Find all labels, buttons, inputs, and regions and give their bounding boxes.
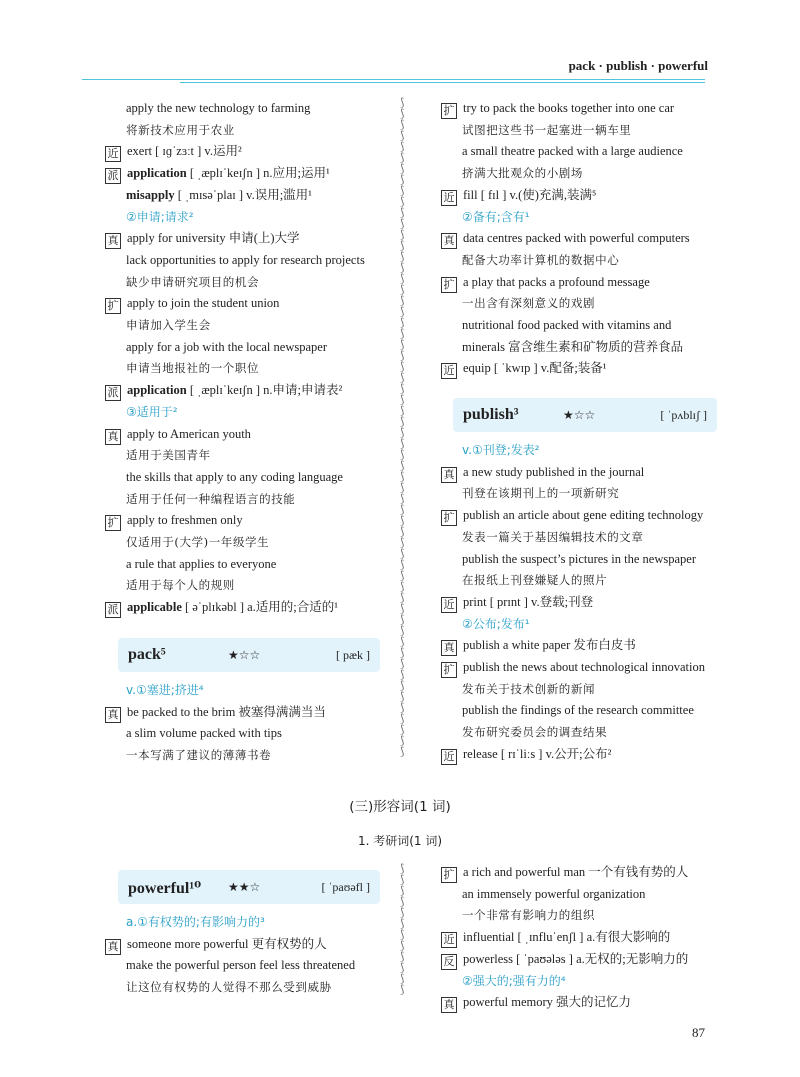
entry-line — [105, 704, 326, 723]
entry-line — [105, 209, 194, 225]
entry-tag: 近 — [441, 190, 457, 206]
entry-line — [105, 404, 178, 420]
entry-tag: 扩 — [441, 867, 457, 883]
entry-line — [441, 100, 674, 119]
entry-line — [105, 491, 295, 507]
entry-text: publish the news about technological innovation — [463, 660, 705, 674]
entry-line — [441, 507, 703, 526]
entry-word: publish³ — [463, 406, 519, 423]
entry-line — [441, 485, 619, 501]
entry-line — [441, 209, 530, 225]
entry-box-pack — [118, 638, 380, 672]
entry-text: apply for a job with the local newspaper — [126, 339, 327, 354]
column-divider: ⟆ ⟆ ⟆ ⟆ ⟆ ⟆ ⟆ ⟆ ⟆ ⟆ ⟆ ⟆ ⟆ ⟆ ⟆ ⟆ ⟆ ⟆ ⟆ ⟆ ⟆ ⟆ ⟆ ⟆ ⟆ ⟆ ⟆ ⟆ ⟆ ⟆ ⟆ ⟆ ⟆ ⟆ ⟆ ⟆ ⟆ ⟆ ⟆ ⟆ ⟆ ⟆ ⟆ ⟆ ⟆ ⟆ ⟆ ⟆ ⟆ ⟆ ⟆ ⟆ ⟆ ⟆ ⟆ ⟆ ⟆ ⟆ ⟆ ⟆ — [399, 97, 405, 758]
entry-line — [105, 914, 265, 930]
headword: application — [127, 383, 187, 398]
entry-text: the skills that apply to any coding language — [126, 469, 343, 484]
sense-label: v.①塞进;挤进⁴ — [126, 683, 204, 697]
entry-tag: 扩 — [441, 510, 457, 526]
entry-tag: 扩 — [105, 298, 121, 314]
entry-tag: 近 — [441, 749, 457, 765]
entry-tag: 反 — [441, 954, 457, 970]
entry-tag: 真 — [105, 707, 121, 723]
entry-line — [441, 572, 607, 588]
entry-tag: 扩 — [441, 277, 457, 293]
headword: application — [127, 166, 187, 181]
entry-tag: 近 — [441, 932, 457, 948]
chinese-gloss: 发布关于技术创新的新闻 — [462, 681, 596, 696]
chinese-gloss: 适用于美国青年 — [126, 448, 211, 463]
entry-text: influential [ ˌɪnfluˈenʃl ] a.有很大影响的 — [463, 930, 671, 945]
entry-line — [441, 951, 688, 970]
entry-text: be packed to the brim 被塞得满满当当 — [127, 704, 326, 719]
entry-line — [105, 317, 211, 333]
entry-line — [105, 295, 279, 314]
frequency-stars: ★☆☆ — [228, 648, 261, 662]
entry-line — [441, 122, 631, 138]
chinese-gloss: 让这位有权势的人觉得不那么受到威胁 — [126, 980, 332, 995]
entry-text: release [ rɪˈliːs ] v.公开;公布² — [463, 746, 612, 761]
chinese-gloss: 适用于每个人的规则 — [126, 578, 235, 593]
entry-text: [ ˌæplɪˈkeɪʃn ] n.申请;申请表² — [186, 383, 343, 398]
entry-line — [105, 534, 269, 550]
entry-line — [441, 274, 650, 293]
entry-text: someone more powerful 更有权势的人 — [127, 936, 327, 951]
chinese-gloss: 申请当地报社的一个职位 — [126, 361, 260, 376]
sense-label: ②备有;含有¹ — [462, 209, 530, 224]
header-title: pack · publish · powerful — [568, 58, 708, 73]
sense-label: v.①刊登;发表² — [462, 443, 540, 457]
sense-label: ②申请;请求² — [126, 209, 194, 224]
entry-line — [105, 187, 312, 203]
entry-tag: 真 — [105, 233, 121, 249]
entry-line — [441, 230, 690, 249]
entry-text: a small theatre packed with a large audience — [462, 144, 683, 159]
entry-line — [441, 973, 566, 989]
entry-line — [105, 100, 310, 116]
entry-tag: 近 — [441, 597, 457, 613]
entry-line — [105, 725, 282, 741]
entry-text: a new study published in the journal — [463, 464, 645, 479]
entry-text: a slim volume packed with tips — [126, 726, 282, 741]
entry-line — [441, 994, 631, 1013]
entry-line — [105, 252, 365, 268]
sense-label: a.①有权势的;有影响力的³ — [126, 915, 265, 929]
entry-line — [441, 529, 644, 545]
headword: misapply — [126, 187, 175, 202]
entry-tag: 派 — [105, 602, 121, 618]
sense-label: ②强大的;强有力的⁴ — [462, 973, 566, 988]
entry-text: apply for university 申请(上)大学 — [127, 231, 300, 246]
page-number: 87 — [692, 1025, 705, 1040]
entry-text: [ ˌmɪsəˈplaɪ ] v.误用;滥用¹ — [174, 187, 312, 202]
chinese-gloss: 适用于任何一种编程语言的技能 — [126, 491, 296, 506]
chinese-gloss: 仅适用于(大学)一年级学生 — [126, 535, 270, 549]
sense-label: ②公布;发布¹ — [462, 616, 530, 631]
chinese-gloss: 挤满大批观众的小剧场 — [462, 166, 583, 181]
entry-text: publish the suspect’s pictures in the newspaper — [462, 551, 696, 566]
entry-text: make the powerful person feel less threatened — [126, 958, 356, 973]
entry-line — [105, 165, 330, 184]
entry-line — [441, 864, 688, 883]
chinese-gloss: 发布研究委员会的调查结果 — [462, 725, 608, 740]
column-divider: ⟆ ⟆ ⟆ ⟆ ⟆ ⟆ ⟆ ⟆ ⟆ ⟆ ⟆ ⟆ — [399, 863, 405, 996]
entry-line — [441, 637, 636, 656]
chinese-gloss: 一本写满了建议的薄薄书卷 — [126, 748, 272, 763]
entry-word: pack⁵ — [128, 646, 166, 663]
entry-text: nutritional food packed with vitamins and — [462, 318, 672, 332]
chinese-gloss: 配备大功率计算机的数据中心 — [462, 252, 620, 267]
entry-line — [105, 447, 211, 463]
entry-text: try to pack the books together into one car — [463, 101, 675, 115]
entry-line — [441, 659, 705, 678]
entry-tag: 扩 — [441, 103, 457, 119]
entry-tag: 扩 — [441, 662, 457, 678]
entry-line — [105, 274, 259, 290]
entry-line — [105, 577, 235, 593]
entry-line — [105, 747, 271, 763]
entry-text: powerless [ ˈpaʊələs ] a.无权的;无影响力的 — [463, 951, 689, 966]
entry-tag: 真 — [105, 429, 121, 445]
entry-line — [441, 746, 611, 765]
entry-line — [441, 187, 596, 206]
entry-line — [441, 360, 607, 379]
entry-line — [441, 165, 583, 181]
entry-tag: 派 — [105, 168, 121, 184]
entry-text: apply to freshmen only — [127, 513, 243, 528]
entry-text: a rich and powerful man 一个有钱有势的人 — [463, 865, 689, 879]
entry-line — [441, 594, 593, 613]
entry-line — [441, 442, 540, 458]
entry-line — [105, 682, 204, 698]
entry-text: powerful memory 强大的记忆力 — [463, 995, 632, 1010]
section-title: (三)形容词(1 词) — [349, 799, 451, 815]
entry-text: fill [ fɪl ] v.(使)充满,装满⁵ — [463, 187, 597, 202]
frequency-stars: ★☆☆ — [563, 408, 596, 422]
entry-text: an immensely powerful organization — [462, 886, 646, 901]
chinese-gloss: 发表一篇关于基因编辑技术的文章 — [462, 529, 644, 544]
entry-word: powerful¹⁰ — [128, 880, 202, 897]
entry-line — [441, 616, 530, 632]
entry-line — [441, 681, 595, 697]
entry-text: minerals 富含维生素和矿物质的营养食品 — [462, 339, 684, 354]
frequency-stars: ★★☆ — [228, 880, 261, 894]
entry-text: equip [ ˈkwɪp ] v.配备;装备¹ — [463, 361, 607, 376]
entry-tag: 近 — [105, 146, 121, 162]
entry-text: a play that packs a profound message — [463, 274, 650, 289]
entry-line — [441, 317, 671, 333]
chinese-gloss: 在报纸上刊登嫌疑人的照片 — [462, 573, 608, 588]
entry-line — [441, 702, 694, 718]
phonetic: [ ˈpaʊəfl ] — [321, 880, 370, 894]
entry-text: apply the new technology to farming — [126, 101, 311, 115]
entry-text: publish a white paper 发布白皮书 — [463, 638, 636, 653]
entry-line — [105, 426, 251, 445]
headword: applicable — [127, 600, 182, 615]
chinese-gloss: 缺少申请研究项目的机会 — [126, 274, 260, 289]
entry-line — [441, 724, 607, 740]
entry-box-publish — [453, 398, 717, 432]
entry-tag: 真 — [441, 467, 457, 483]
entry-text: a rule that applies to everyone — [126, 556, 277, 571]
entry-line — [441, 886, 645, 902]
chinese-gloss: 申请加入学生会 — [126, 318, 211, 332]
entry-line — [441, 464, 644, 483]
header-rule — [82, 79, 705, 80]
entry-line — [105, 512, 243, 531]
entry-line — [105, 599, 338, 618]
entry-text: lack opportunities to apply for research projects — [126, 252, 365, 267]
chinese-gloss: 试图把这些书一起塞进一辆车里 — [462, 122, 632, 137]
entry-line — [105, 122, 235, 138]
entry-line — [441, 295, 595, 311]
entry-line — [105, 957, 355, 973]
entry-tag: 真 — [105, 939, 121, 955]
entry-line — [441, 551, 696, 567]
chinese-gloss: 一个非常有影响力的组织 — [462, 908, 596, 923]
entry-text: print [ prɪnt ] v.登载;刊登 — [463, 594, 594, 609]
subsection-title: 1. 考研词(1 词) — [357, 834, 443, 848]
entry-text: [ əˈplɪkəbl ] a.适用的;合适的¹ — [181, 600, 339, 615]
entry-tag: 真 — [441, 997, 457, 1013]
entry-tag: 扩 — [105, 515, 121, 531]
entry-box-powerful — [118, 870, 380, 904]
entry-line — [105, 979, 332, 995]
entry-text: exert [ ɪɡˈzɜːt ] v.运用² — [127, 144, 242, 159]
chinese-gloss: 将新技术应用于农业 — [126, 122, 235, 137]
entry-tag: 真 — [441, 640, 457, 656]
entry-tag: 派 — [105, 385, 121, 401]
entry-line — [105, 469, 343, 485]
entry-line — [105, 556, 276, 572]
entry-text: [ ˌæplɪˈkeɪʃn ] n.应用;运用¹ — [186, 166, 330, 181]
entry-line — [105, 360, 259, 376]
chinese-gloss: 一出含有深刻意义的戏剧 — [462, 296, 596, 311]
entry-line — [441, 339, 683, 355]
entry-line — [441, 907, 595, 923]
entry-text: apply to join the student union — [127, 296, 280, 311]
entry-line — [105, 230, 300, 249]
sense-label: ③适用于² — [126, 404, 178, 419]
header-rule — [180, 82, 705, 83]
phonetic: [ pæk ] — [336, 648, 370, 662]
entry-tag: 真 — [441, 233, 457, 249]
entry-line — [441, 929, 670, 948]
entry-line — [441, 252, 619, 268]
entry-line — [441, 143, 683, 159]
phonetic: [ ˈpʌblɪʃ ] — [660, 408, 707, 422]
entry-tag: 近 — [441, 363, 457, 379]
entry-line — [105, 382, 342, 401]
entry-text: publish an article about gene editing technology — [463, 508, 704, 523]
entry-text: publish the findings of the research committee — [462, 703, 694, 718]
entry-text: apply to American youth — [127, 426, 251, 441]
entry-line — [105, 936, 327, 955]
entry-line — [105, 143, 242, 162]
chinese-gloss: 刊登在该期刊上的一项新研究 — [462, 486, 620, 501]
entry-line — [105, 339, 327, 355]
entry-text: data centres packed with powerful computers — [463, 231, 690, 246]
